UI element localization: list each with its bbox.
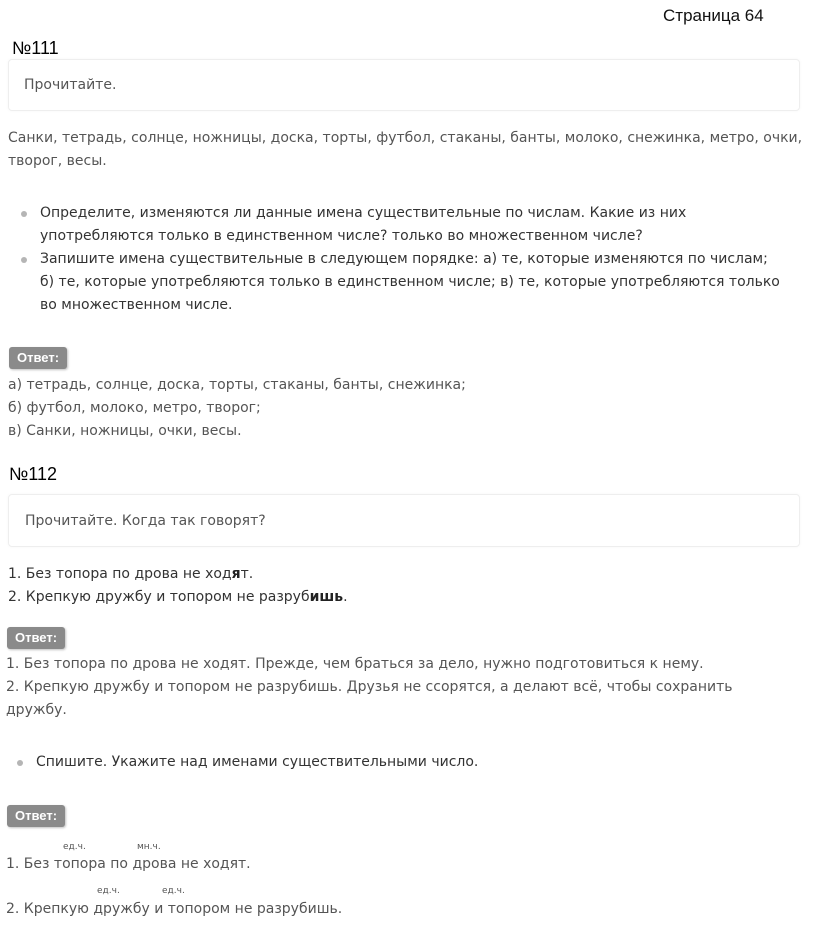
proverb-text: т. [240, 566, 254, 582]
answer-line: 2. Крепкую дружбу и топором не разрубишь. [6, 901, 343, 917]
task-line: Определите, изменяются ли данные имена существительные по числам. Какие из них [40, 205, 687, 221]
answer-line: 1. Без топора по дрова не ходят. [6, 856, 251, 872]
task-item [6, 751, 806, 774]
exercise-111-instruction: Прочитайте. [24, 77, 117, 93]
proverb-line [8, 563, 808, 586]
proverb-text: 2. Крепкую дружбу и топором не разруб [8, 589, 310, 605]
task-line: употребляются только в единственном числе? только во множественном числе? [40, 228, 643, 244]
exercise-111-answers [8, 374, 808, 443]
task-item [10, 248, 810, 317]
exercise-112-instruction-box [8, 494, 800, 547]
number-label: ед.ч. [97, 886, 120, 896]
answer-badge: Ответ: [7, 627, 65, 649]
number-label: ед.ч. [63, 842, 86, 852]
task-line: во множественном числе. [40, 297, 233, 313]
exercise-111-tasks [10, 202, 810, 317]
proverb-line [8, 586, 808, 609]
task-item [10, 202, 810, 248]
answer-badge: Ответ: [7, 805, 65, 827]
proverb-ending: я [231, 566, 241, 582]
answer-line: а) тетрадь, солнце, доска, торты, стаканы, банты, снежинка; [8, 377, 466, 393]
proverb-text: . [343, 589, 348, 605]
task-line: Запишите имена существительные в следующем порядке: а) те, которые изменяются по числам; [40, 251, 768, 267]
exercise-111-instruction-box [8, 59, 800, 111]
proverb-ending: ишь [309, 589, 344, 605]
answer-line: дружбу. [6, 702, 67, 718]
answer-badge: Ответ: [9, 347, 67, 369]
page-number: Страница 64 [663, 6, 764, 25]
word-list-line: творог, весы. [8, 153, 107, 169]
exercise-112-answers [6, 653, 816, 722]
answer-line: б) футбол, молоко, метро, творог; [8, 400, 261, 416]
exercise-112-number: №112 [9, 464, 58, 484]
answer-line: 2. Крепкую дружбу и топором не разрубишь. Друзья не ссорятся, а делают всё, чтобы сохранить [6, 679, 733, 695]
number-label: мн.ч. [137, 842, 161, 852]
task-line: б) те, которые употребляются только в единственном числе; в) те, которые употребляются только [40, 274, 780, 290]
task-line: Спишите. Укажите над именами существительными число. [36, 754, 479, 770]
proverb-text: 1. Без топора по дрова не ход [8, 566, 232, 582]
exercise-112-proverbs [8, 563, 808, 609]
number-label: ед.ч. [162, 886, 185, 896]
exercise-112-instruction: Прочитайте. Когда так говорят? [25, 512, 266, 529]
exercise-111-number: №111 [12, 38, 59, 58]
answer-line: в) Санки, ножницы, очки, весы. [8, 423, 242, 439]
word-list-line: Санки, тетрадь, солнце, ножницы, доска, торты, футбол, стаканы, банты, молоко, снежинка, метро, очки, [8, 130, 803, 146]
answer-line: 1. Без топора по дрова не ходят. Прежде, чем браться за дело, нужно подготовиться к нему. [6, 656, 704, 672]
exercise-111-word-list [8, 127, 818, 173]
exercise-112-tasks [6, 751, 806, 774]
